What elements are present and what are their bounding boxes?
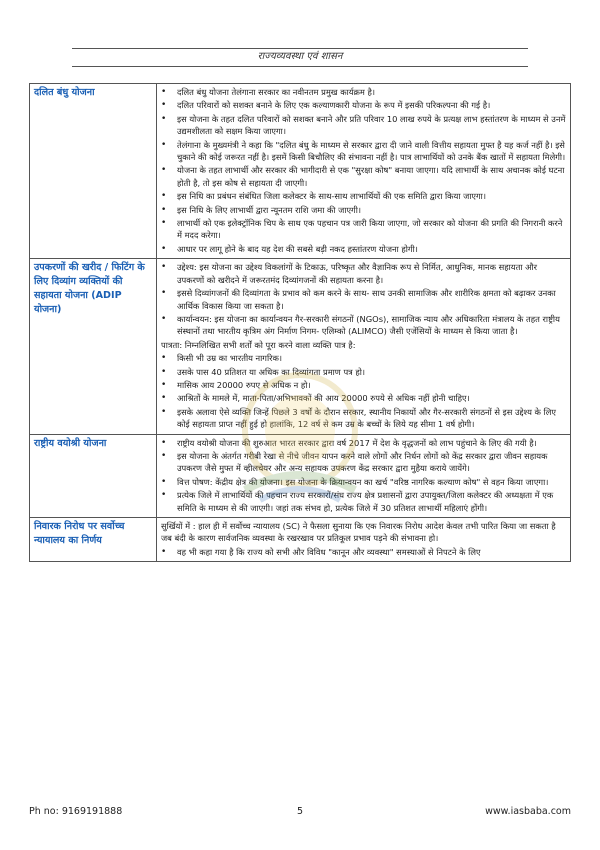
bullet-icon: • <box>161 204 167 215</box>
scheme-details <box>157 84 571 259</box>
list-item: • योजना के तहत लाभार्थी और सरकार की भागीदारी से एक "सुरक्षा कोष" बनाया जाएगा। यदि लाभार्थी के साथ अचानक कोई घटना होती है, तो इस कोष से सहायता दी जाएगी। <box>161 165 565 188</box>
list-item: • कार्यान्वयन: इस योजना का कार्यान्वयन गैर-सरकारी संगठनों (NGOs), सामाजिक न्याय और अधिकारिता मंत्रालय के तहत राष्ट्रीय संस्थानों तथा भारतीय कृत्रिम अंग निर्माण निगम- एलिम्को (ALIMCO) जैसी एजेंसियों के माध्यम से किया जाता है। <box>161 313 560 337</box>
list-item: • इससे दिव्यांगजनों की दिव्यांगता के प्रभाव को कम करने के साथ- साथ उनकी सामाजिक और शारीरिक क्षमता को बढ़ाकर उनका आर्थिक विकास किया जा सकता है। <box>161 288 556 311</box>
bullet-icon: • <box>161 218 167 229</box>
list-item: • मासिक आय 20000 रुपए से अधिक न हो। <box>161 379 311 390</box>
list-item: • इस योजना के तहत दलित परिवारों को सशक्त बनाने और प्रति परिवार 10 लाख रुपये के प्रत्यक्ष लाभ हस्तांतरण के माध्यम से उनमें उद्यमशीलता को सक्षम किया जाएगा। <box>161 113 566 137</box>
list-item: • लाभार्थी को एक इलेक्ट्रॉनिक चिप के साथ एक पहचान पत्र जारी किया जाएगा, जो सरकार को योजना की प्रगति की निगरानी करने में मदद करेगा। <box>161 218 563 241</box>
bullet-icon: • <box>161 393 167 404</box>
list-item: • वित्त पोषण: केंद्रीय क्षेत्र की योजना। इस योजना के क्रियान्वयन का खर्च "वरिष्ठ नागरिक कल्याण कोष" से वहन किया जाएगा। <box>161 476 549 487</box>
eligibility-heading: पात्रता: निम्नलिखित सभी शर्तों को पूरा करने वाला व्यक्ति पात्र है: <box>161 339 356 350</box>
list-item: • इस निधि का प्रबंधन संबंधित जिला कलेक्टर के साथ-साथ लाभार्थियों की एक समिति द्वारा किया जाएगा। <box>161 191 486 202</box>
footer-website[interactable]: www.iasbaba.com <box>485 806 571 817</box>
scheme-details <box>157 434 571 517</box>
bullet-icon: • <box>161 366 167 377</box>
list-item: • तेलंगाना के मुख्यमंत्री ने कहा कि "दलित बंधु के माध्यम से सरकार द्वारा दी जाने वाली वित्तीय सहायता मुफ्त है यह कर्ज नहीं है। इसे चुकाने की कोई जरूरत नहीं है। इसमें किसी बिचौलिए की संभावना नहीं है। पात्र लाभार्थियों को उनके बैंक खातों में सहायता मिलेगी। <box>161 139 566 163</box>
table-row <box>30 84 571 259</box>
table-row <box>30 434 571 517</box>
bullet-icon: • <box>161 437 167 448</box>
bullet-icon: • <box>161 406 167 417</box>
scheme-details <box>157 518 571 562</box>
bullet-icon: • <box>161 313 167 324</box>
bullet-icon: • <box>161 450 167 461</box>
scheme-name: उपकरणों की खरीद / फिटिंग के लिए दिव्यांग व्यक्तियों की सहायता योजना (ADIP योजना) <box>30 259 157 434</box>
list-item: • दलित बंधु योजना तेलंगाना सरकार का नवीनतम प्रमुख कार्यक्रम है। <box>161 87 376 97</box>
bullet-icon: • <box>161 490 167 501</box>
bullet-icon: • <box>161 100 167 111</box>
list-item: • इस योजना के अंतर्गत गरीबी रेखा से नीचे जीवन यापन करने वाले लोगों और निर्धन लोगों को केंद्र सरकार द्वारा जीवन सहायक उपकरण जैसे मुफ्त में व्हीलचेयर और अन्य सहायक उपकरण केंद्र सरकार द्वारा मुहैया कराये जायेंगे। <box>161 450 548 474</box>
bullet-icon: • <box>161 165 167 176</box>
list-item: • दलित परिवारों को सशक्त बनाने के लिए एक कल्याणकारी योजना के रूप में इसकी परिकल्पना की गई है। <box>161 100 491 111</box>
bullet-icon: • <box>161 243 167 254</box>
bullet-icon: • <box>161 546 167 557</box>
bullet-icon: • <box>161 87 167 97</box>
footer-phone: Ph no: 9169191888 <box>29 806 123 817</box>
bullet-icon: • <box>161 379 167 390</box>
list-item: • इसके अलावा ऐसे व्यक्ति जिन्हें पिछले 3 वर्षों के दौरान सरकार, स्थानीय निकायों और गैर-सरकारी संगठनों से इस उद्देश्य के लिए कोई सहायता प्राप्त नहीं हुई हो हालांकि, 12 वर्ष से कम उम्र के बच्चों के लिये यह सीमा 1 वर्ष होगी। <box>161 406 556 430</box>
header-rule-bottom <box>72 66 528 67</box>
list-item: • उद्देश्य: इस योजना का उद्देश्य विकलांगों के टिकाऊ, परिष्कृत और वैज्ञानिक रूप से निर्मित, आधुनिक, मानक सहायता और उपकरणों को खरीदने में जरूरतमंद दिव्यांगजनों की सहायता करना है। <box>161 262 537 285</box>
bullet-icon: • <box>161 191 167 202</box>
page-footer <box>29 806 571 824</box>
scheme-name: निवारक निरोध पर सर्वोच्च न्यायालय का निर्णय <box>30 518 157 562</box>
table-row <box>30 259 571 434</box>
list-item: • वह भी कहा गया है कि राज्य को सभी और विविध "कानून और व्यवस्था" समस्याओं से निपटने के लिए <box>161 546 481 557</box>
scheme-details <box>157 259 571 434</box>
list-item: • आश्रितों के मामले में, माता-पिता/अभिभावकों की आय 20000 रुपये से अधिक नहीं होनी चाहिए। <box>161 393 470 404</box>
list-item: • किसी भी उम्र का भारतीय नागरिक। <box>161 353 283 364</box>
schemes-table <box>29 83 571 562</box>
page-header <box>72 40 528 66</box>
page-number: 5 <box>296 806 304 817</box>
list-item: • राष्ट्रीय वयोश्री योजना की शुरुआत भारत सरकार द्वारा वर्ष 2017 में देश के वृद्धजनों को लाभ पहुंचाने के लिए की गयी है। <box>161 437 537 448</box>
table-row <box>30 518 571 562</box>
header-title: राज्यव्यवस्था एवं शासन <box>257 51 343 62</box>
scheme-name: राष्ट्रीय वयोश्री योजना <box>30 434 157 517</box>
list-item: • प्रत्येक जिले में लाभार्थियों की पहचान राज्य सरकारों/संघ राज्य क्षेत्र प्रशासनों द्वारा उपायुक्त/जिला कलेक्टर की अध्यक्षता में एक समिति के माध्यम से की जाएगी। जहां तक संभव हो, प्रत्येक जिले में 30 प्रतिशत लाभार्थी महिलाएं होंगी। <box>161 490 554 513</box>
list-item: • आधार पर लागू होने के बाद यह देश की सबसे बड़ी नकद हस्तांतरण योजना होगी। <box>161 243 418 254</box>
bullet-icon: • <box>161 139 167 150</box>
scheme-name: दलित बंधु योजना <box>30 84 157 259</box>
list-item: • इस निधि के लिए लाभार्थी द्वारा न्यूनतम राशि जमा की जाएगी। <box>161 204 361 215</box>
bullet-icon: • <box>161 262 167 273</box>
bullet-icon: • <box>161 113 167 124</box>
bullet-icon: • <box>161 476 167 487</box>
bullet-icon: • <box>161 353 167 364</box>
news-intro: सुर्खियों में : हाल ही में सर्वोच्च न्यायालय (SC) ने फैसला सुनाया कि एक निवारक निरोध आदेश केवल तभी पारित किया जा सकता है जब बंदी के कारण सार्वजनिक व्यवस्था के रखरखाव पर प्रतिकूल प्रभाव पड़ने की संभावना हो। <box>161 521 556 544</box>
bullet-icon: • <box>161 288 167 299</box>
list-item: • उसके पास 40 प्रतिशत या अधिक का दिव्यांगता प्रमाण पत्र हो। <box>161 366 366 377</box>
